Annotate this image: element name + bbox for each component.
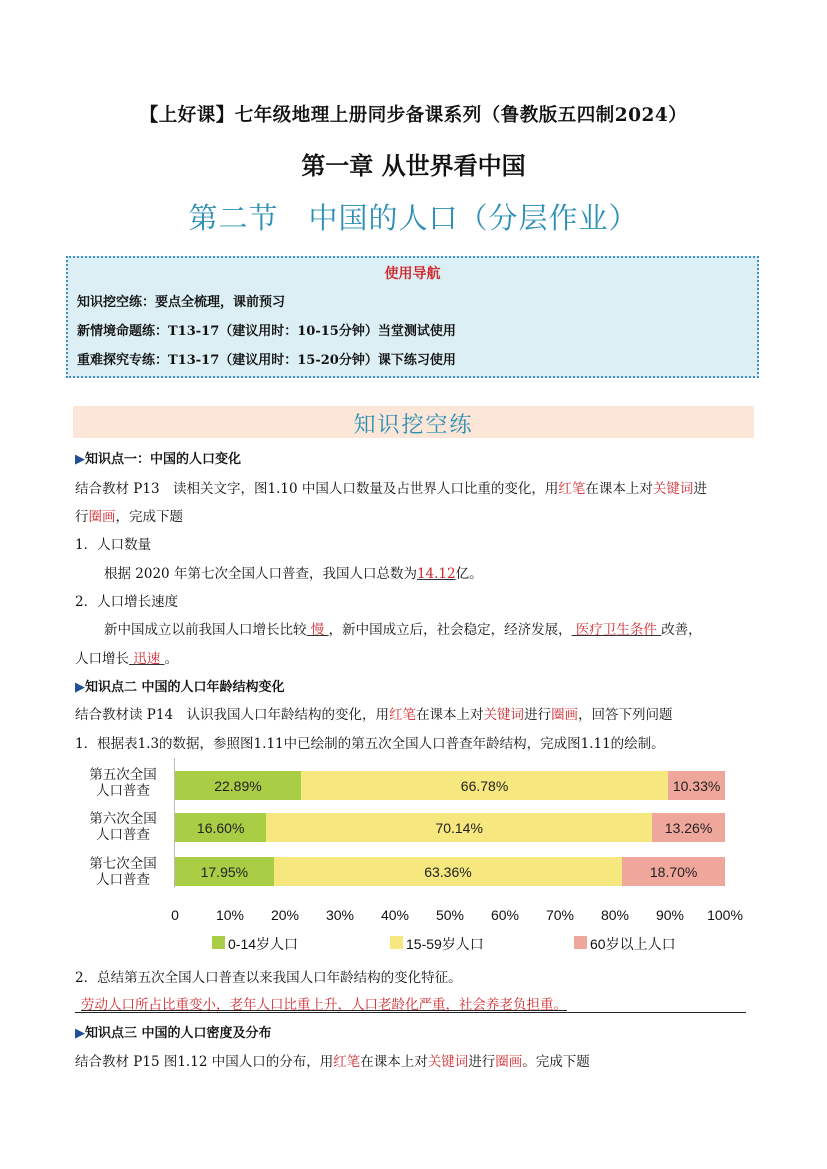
text: 新中国成立以前我国人口增长比较 xyxy=(104,622,307,638)
text: 进行 xyxy=(524,707,552,723)
category-label: 第七次全国 人口普查 xyxy=(89,856,157,887)
x-tick-label: 40% xyxy=(380,907,410,923)
answer-blank: 慢 xyxy=(306,622,329,638)
legend-swatch xyxy=(212,936,225,949)
x-tick-label: 20% xyxy=(270,907,300,923)
kp1-q2-title: 2．人口增长速度 xyxy=(75,594,179,610)
bar-segment: 70.14% xyxy=(266,813,652,842)
x-tick-label: 0 xyxy=(171,907,179,923)
bar-segment: 16.60% xyxy=(175,813,266,842)
x-tick-label: 100% xyxy=(707,907,743,923)
text: 结合教材 P13 读相关文字，图1.10 中国人口数量及占世界人口比重的变化，用 xyxy=(75,481,559,497)
bar-segment: 22.89% xyxy=(175,771,301,800)
kp2-q2-answer-line xyxy=(75,993,746,1013)
usage-guide-box xyxy=(66,256,759,378)
bar-segment: 17.95% xyxy=(175,857,274,886)
guide-line-2: 新情境命题练：T13-17（建议用时：10-15分钟）当堂测试使用 xyxy=(77,324,456,339)
red-keyword: 红笔 xyxy=(389,707,417,723)
y-axis-line xyxy=(174,758,175,888)
triangle-icon: ▶ xyxy=(75,452,85,467)
section-banner-title: 知识挖空练 xyxy=(353,413,474,438)
section-banner xyxy=(73,406,754,438)
section-title: 第二节 中国的人口（分层作业） xyxy=(188,201,639,235)
x-tick-label: 80% xyxy=(600,907,630,923)
red-keyword: 关键词 xyxy=(483,707,525,723)
kp2-q2: 2．总结第五次全国人口普查以来我国人口年龄结构的变化特征。 xyxy=(75,970,462,986)
bar-segment: 66.78% xyxy=(301,771,668,800)
red-keyword: 圈画 xyxy=(495,1054,523,1070)
text: 在课本上对 xyxy=(360,1054,428,1070)
triangle-icon: ▶ xyxy=(75,1026,85,1041)
x-tick-label: 30% xyxy=(325,907,355,923)
kp1-q1-text xyxy=(104,562,483,582)
kp2-q1: 1．根据表1.3的数据，参照图1.11中已绘制的第五次全国人口普查年龄结构，完成图1.11的绘制。 xyxy=(75,736,665,752)
x-tick-label: 60% xyxy=(490,907,520,923)
text: 亿。 xyxy=(455,566,483,582)
text: 结合教材读 P14 认识我国人口年龄结构的变化，用 xyxy=(75,707,390,723)
legend-swatch xyxy=(574,936,587,949)
red-keyword: 圈画 xyxy=(551,707,579,723)
text: 行 xyxy=(75,509,89,525)
legend-label: 0-14岁人口 xyxy=(228,936,299,952)
red-keyword: 关键词 xyxy=(427,1054,469,1070)
series-title: 【上好课】七年级地理上册同步备课系列（鲁教版五四制2024） xyxy=(139,105,688,126)
answer-blank: 医疗卫生条件 xyxy=(571,622,662,638)
red-keyword: 红笔 xyxy=(333,1054,361,1070)
text: ，完成下题 xyxy=(115,509,183,525)
kp1-heading xyxy=(75,448,241,467)
text: 。 xyxy=(164,651,179,667)
kp2-heading xyxy=(75,676,285,695)
legend-label: 60岁以上人口 xyxy=(590,936,676,952)
category-label: 第六次全国 人口普查 xyxy=(89,811,157,842)
text: 在课本上对 xyxy=(416,707,484,723)
red-keyword: 关键词 xyxy=(652,481,694,497)
kp1-q1-title: 1．人口数量 xyxy=(75,537,152,553)
text: 进行 xyxy=(468,1054,496,1070)
x-tick-label: 50% xyxy=(435,907,465,923)
text: 。完成下题 xyxy=(522,1054,590,1070)
answer-blank: 迅速 xyxy=(129,651,165,667)
kp2-intro xyxy=(75,703,673,723)
text: 人口增长 xyxy=(75,651,129,667)
text: 进 xyxy=(693,481,707,497)
kp1-intro-line2 xyxy=(75,505,183,525)
usage-guide-title: 使用导航 xyxy=(384,266,441,282)
text: 在课本上对 xyxy=(585,481,653,497)
kp1-intro-line1 xyxy=(75,477,707,497)
answer-blank: 14.12 xyxy=(416,566,456,582)
legend-label: 15-59岁人口 xyxy=(406,936,484,952)
text: 改善， xyxy=(661,622,702,638)
kp3-intro xyxy=(75,1050,590,1070)
red-keyword: 红笔 xyxy=(558,481,586,497)
bar-segment: 10.33% xyxy=(668,771,725,800)
kp1-q2-line2 xyxy=(75,647,178,667)
text: ，回答下列问题 xyxy=(578,707,673,723)
guide-line-1: 知识挖空练：要点全梳理，课前预习 xyxy=(77,295,286,310)
triangle-icon: ▶ xyxy=(75,680,85,695)
kp3-heading-text: 知识点三 中国的人口密度及分布 xyxy=(85,1026,272,1041)
x-tick-label: 10% xyxy=(215,907,245,923)
category-label: 第五次全国 人口普查 xyxy=(89,767,157,798)
kp3-heading xyxy=(75,1022,272,1041)
text: 结合教材 P15 图1.12 中国人口的分布，用 xyxy=(75,1054,334,1070)
bar-segment: 13.26% xyxy=(652,813,725,842)
kp1-q2-line1 xyxy=(104,618,702,638)
guide-line-3: 重难探究专练：T13-17（建议用时：15-20分钟）课下练习使用 xyxy=(77,353,456,368)
red-keyword: 圈画 xyxy=(88,509,116,525)
kp1-heading-text: 知识点一：中国的人口变化 xyxy=(85,452,242,467)
kp2-heading-text: 知识点二 中国的人口年龄结构变化 xyxy=(85,680,285,695)
x-tick-label: 70% xyxy=(545,907,575,923)
chapter-title: 第一章 从世界看中国 xyxy=(301,151,526,180)
bar-segment: 63.36% xyxy=(274,857,622,886)
text: ，新中国成立后，社会稳定，经济发展， xyxy=(328,622,572,638)
bar-segment: 18.70% xyxy=(622,857,725,886)
text: 根据 2020 年第七次全国人口普查，我国人口总数为 xyxy=(104,566,417,582)
legend-swatch xyxy=(390,936,403,949)
answer-text: 劳动人口所占比重变小，老年人口比重上升，人口老龄化严重，社会养老负担重。 xyxy=(81,997,567,1013)
x-tick-label: 90% xyxy=(655,907,685,923)
